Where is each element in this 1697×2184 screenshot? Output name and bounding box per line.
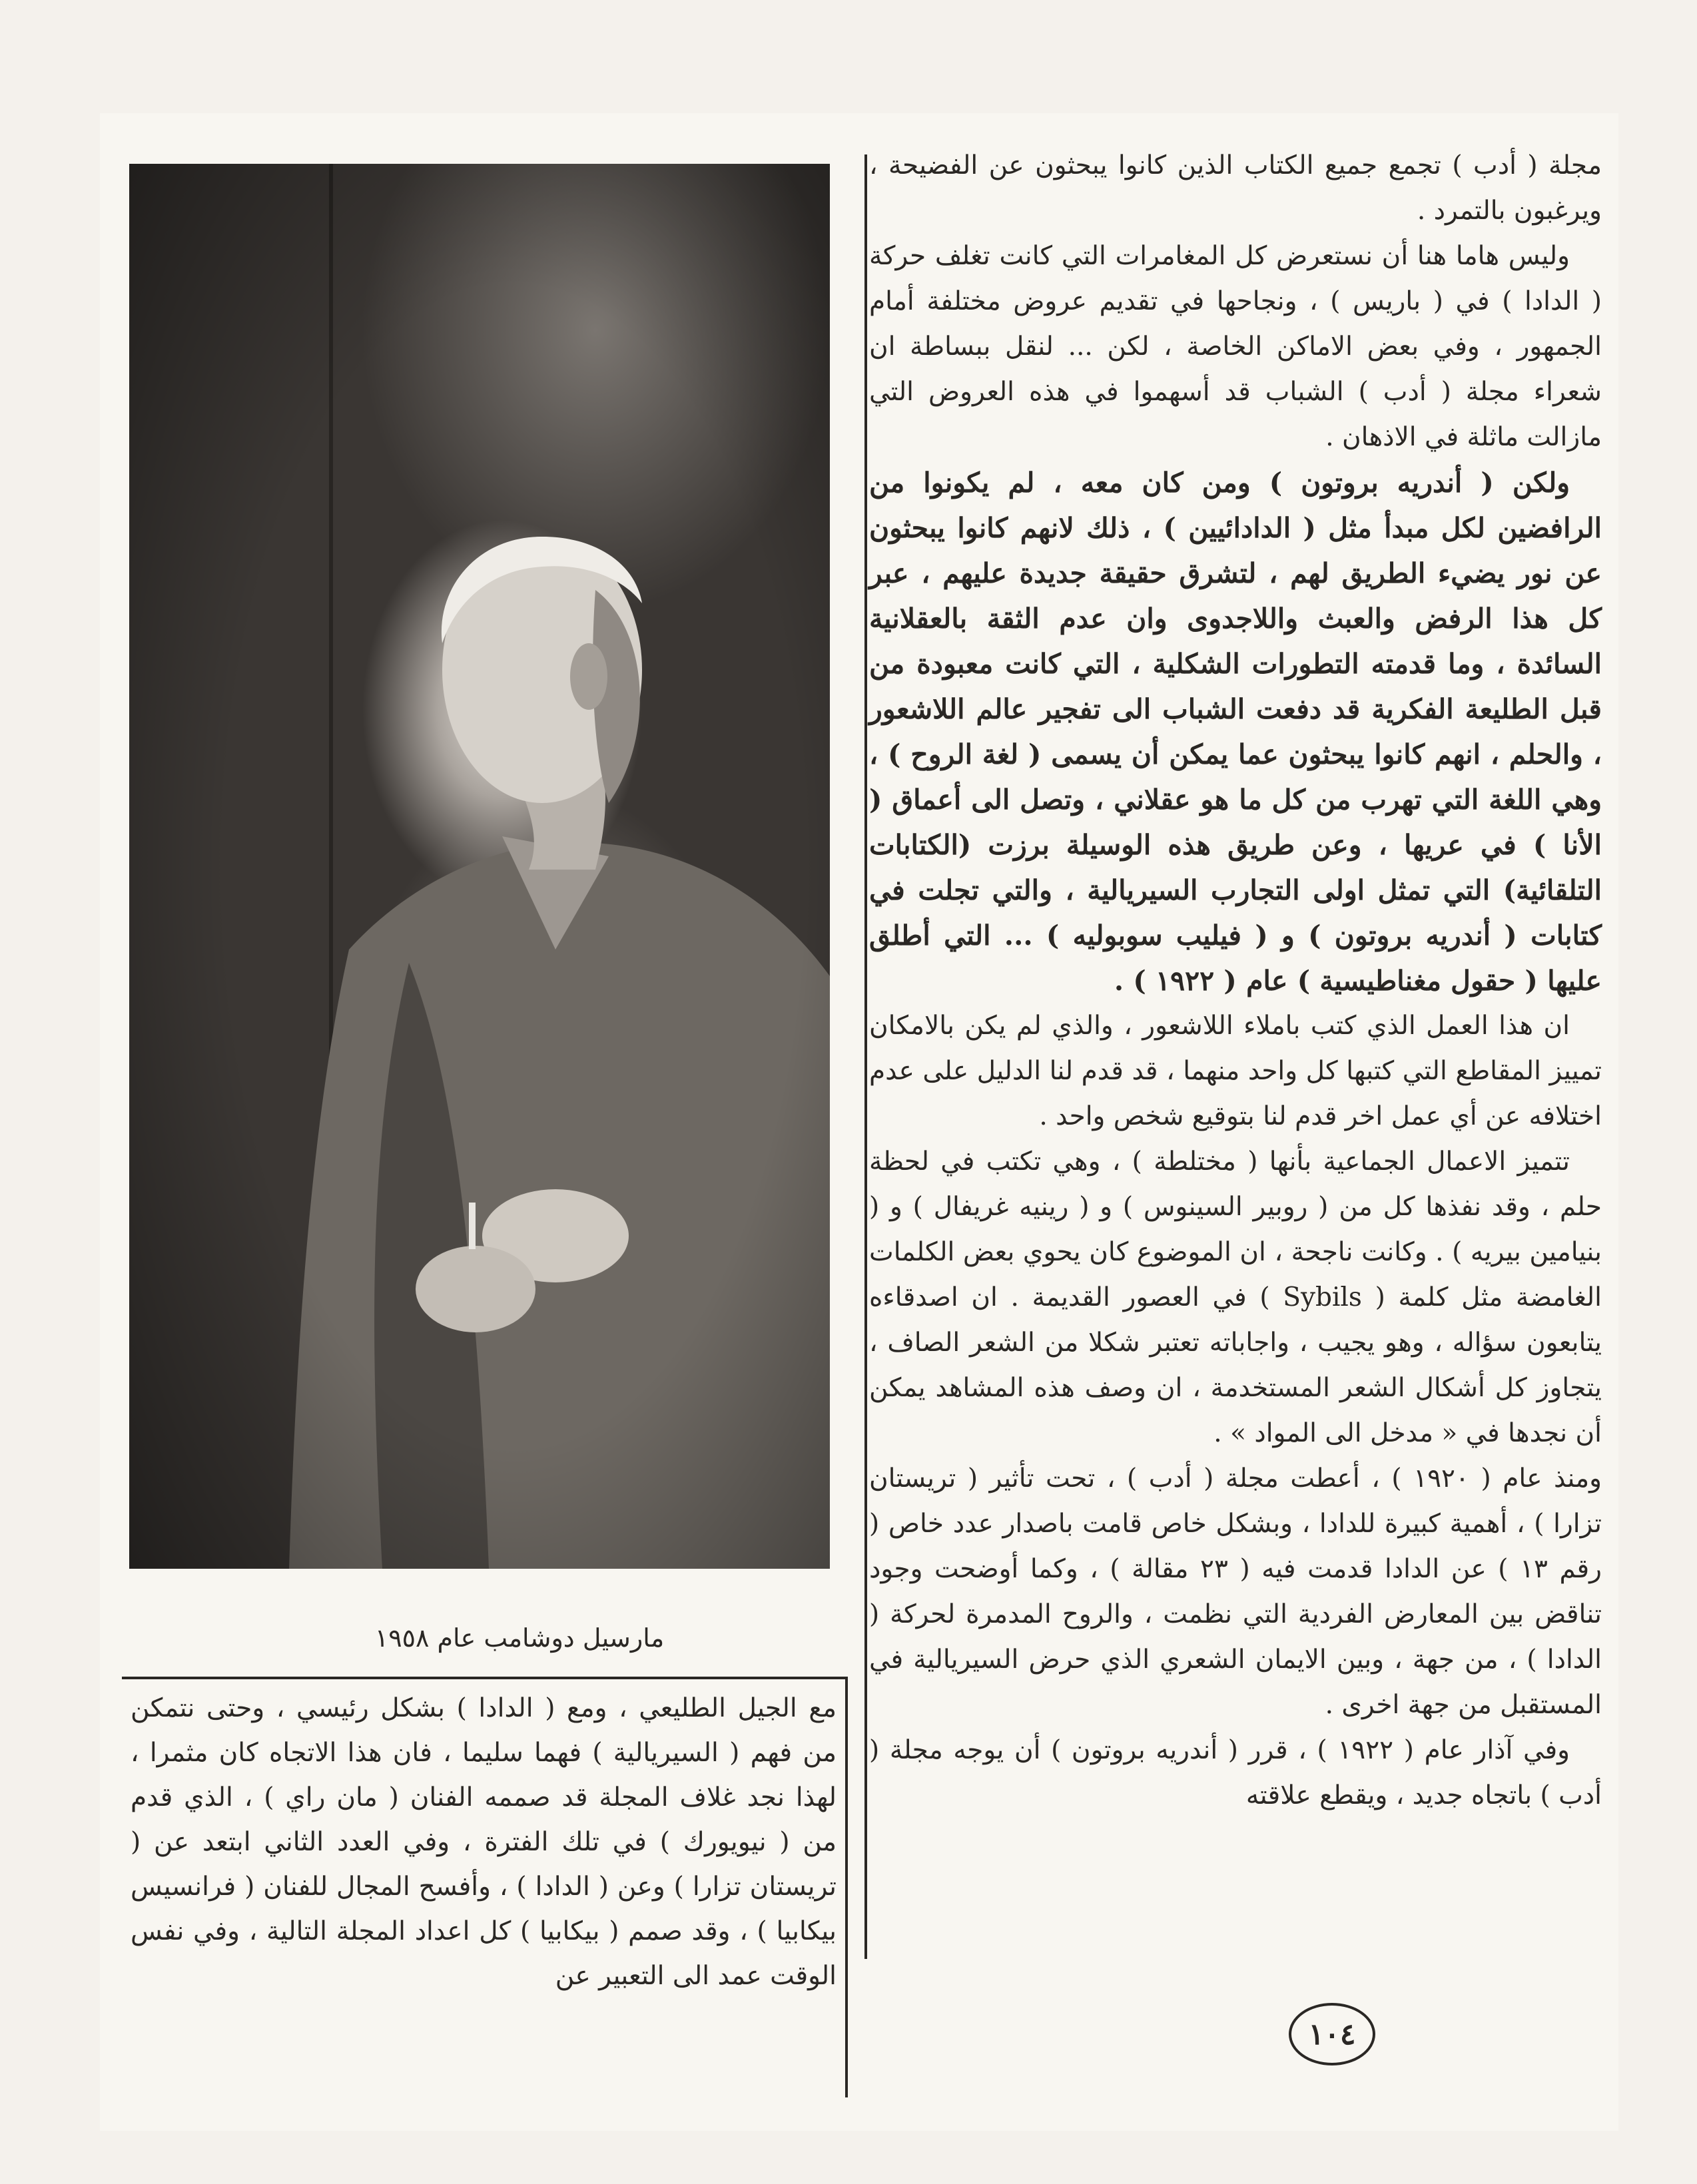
page-number: ١٠٤: [1289, 2003, 1375, 2065]
paragraph: وليس هاما هنا أن نستعرض كل المغامرات التي كانت تغلف حركة ( الدادا ) في ( باريس ) ، ونجاحها في تقديم عروض مختلفة أمام الجمهور ، وفي بعض الاماكن الخاصة ، لكن ... لنقل ببساطة ان شعراء مجلة ( أدب ) الشباب قد أسهموا في هذه العروض التي مازالت ماثلة في الاذهان .: [869, 241, 1602, 452]
paragraph: ومنذ عام ( ١٩٢٠ ) ، أعطت مجلة ( أدب ) ، تحت تأثير ( تريستان تزارا ) ، أهمية كبيرة للدادا ، وبشكل خاص قامت باصدار عدد خاص ( رقم ١٣ ) عن الدادا قدمت فيه ( ٢٣ مقالة ) ، وكما أوضحت وجود تناقض بين المعارض الفردية التي نظمت ، والروح المدمرة لحركة ( الدادا ) ، من جهة ، وبين الايمان الشعري الذي حرض السيريالية في المستقبل من جهة اخرى .: [869, 1464, 1602, 1720]
boxed-text: [131, 1686, 837, 2099]
portrait-figure: [129, 164, 830, 1569]
paragraph: مجلة ( أدب ) تجمع جميع الكتاب الذين كانوا يبحثون عن الفضيحة ، ويرغبون بالتمرد .: [869, 150, 1602, 226]
article-column: [869, 143, 1602, 1994]
boxed-paragraph: مع الجيل الطليعي ، ومع ( الدادا ) بشكل رئيسي ، وحتى نتمكن من فهم ( السيريالية ) فهما سليما ، فان هذا الاتجاه كان مثمرا ، لهذا نجد غلاف المجلة قد صممه الفنان ( مان راي ) ، الذي قدم من ( نيويورك ) في تلك الفترة ، وفي العدد الثاني ابتعد عن ( تريستان تزارا ) وعن ( الدادا ) ، وأفسح المجال للفنان ( فرانسيس بيكابيا ) ، وقد صمم ( بيكابيا ) كل اعداد المجلة التالية ، وفي نفس الوقت عمد الى التعبير عن: [131, 1693, 837, 1991]
photo-caption: مارسيل دوشامب عام ١٩٥٨: [374, 1623, 665, 1653]
paragraph: ان هذا العمل الذي كتب باملاء اللاشعور ، والذي لم يكن بالامكان تمييز المقاطع التي كتبها كل واحد منهما ، قد قدم لنا الدليل على عدم اختلافه عن أي عمل اخر قدم لنا بتوقيع شخص واحد .: [869, 1011, 1602, 1131]
paragraph: وفي آذار عام ( ١٩٢٢ ) ، قرر ( أندريه بروتون ) أن يوجه مجلة ( أدب ) باتجاه جديد ، ويقطع علاقته: [869, 1735, 1602, 1810]
column-divider: [864, 154, 867, 1959]
paragraph: تتميز الاعمال الجماعية بأنها ( مختلطة ) ، وهي تكتب في لحظة حلم ، وقد نفذها كل من ( روبير السينوس ) و ( رينيه غريفال ) و ( بنيامين بيريه ) . وكانت ناجحة ، ان الموضوع كان يحوي بعض الكلمات الغامضة مثل كلمة ( Sybils ) في العصور القديمة . ان اصدقاءه يتابعون سؤاله ، وهو يجيب ، واجاباته تعتبر شكلا من الشعر الصاف ، يتجاوز كل أشكال الشعر المستخدمة ، ان وصف هذه المشاهد يمكن أن نجدها في « مدخل الى المواد » .: [869, 1147, 1602, 1448]
paragraph-bold: ولكن ( أندريه بروتون ) ومن كان معه ، لم يكونوا من الرافضين لكل مبدأ مثل ( الدادائيين ) ، ذلك لانهم كانوا يبحثون عن نور يضيء الطريق لهم ، لتشرق حقيقة جديدة عليهم ، عبر كل هذا الرفض والعبث واللاجدوى وان عدم الثقة بالعقلانية السائدة ، وما قدمته التطورات الشكلية ، التي كانت معبودة من قبل الطليعة الفكرية قد دفعت الشباب الى تفجير عالم اللاشعور ، والحلم ، انهم كانوا يبحثون عما يمكن أن يسمى ( لغة الروح ) ، وهي اللغة التي تهرب من كل ما هو عقلاني ، وتصل الى أعماق ( الأنا ) في عريها ، وعن طريق هذه الوسيلة برزت (الكتابات التلقائية) التي تمثل اولى التجارب السيريالية ، والتي تجلت في كتابات ( أندريه بروتون ) و ( فيليب سوبوليه ) ... التي أطلق عليها ( حقول مغناطيسية ) عام ( ١٩٢٢ ) .: [869, 467, 1602, 997]
portrait-photo: [129, 164, 830, 1569]
